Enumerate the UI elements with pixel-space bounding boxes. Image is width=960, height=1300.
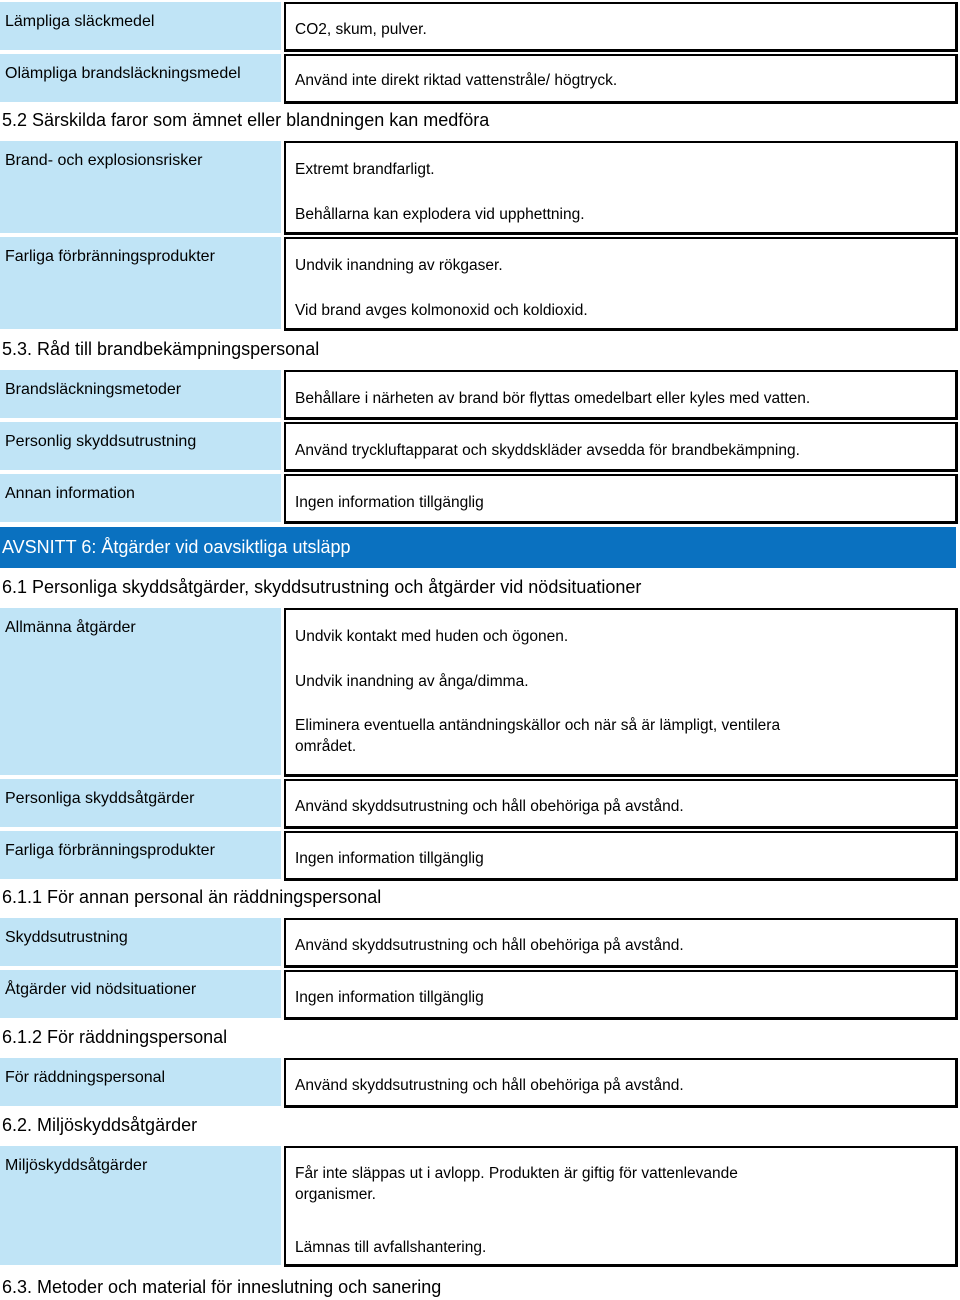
section-title-6-1-1: 6.1.1 För annan personal än räddningspersonal: [2, 887, 382, 907]
value-text: Ingen information tillgänglig: [295, 850, 484, 867]
section-6-banner: AVSNITT 6: Åtgärder vid oavsiktliga utsläpp: [0, 527, 956, 568]
value-hazardous-combustion-products-2: [284, 831, 958, 881]
value-text: Använd skyddsutrustning och håll obehöriga på avstånd.: [295, 937, 684, 954]
value-unsuitable-extinguishing-media: [284, 54, 958, 104]
value-line: Får inte släppas ut i avlopp. Produkten är giftig för vattenlevande: [295, 1165, 738, 1182]
value-line: Lämnas till avfallshantering.: [295, 1239, 487, 1256]
label-hazardous-combustion-products: Farliga förbränningsprodukter: [0, 237, 281, 329]
section-title-6-3: 6.3. Metoder och material för inneslutning och sanering: [2, 1277, 442, 1297]
value-line: Vid brand avges kolmonoxid och koldioxid.: [295, 302, 588, 319]
value-line: Undvik kontakt med huden och ögonen.: [295, 628, 569, 645]
label-for-emergency-responders: För räddningspersonal: [0, 1058, 281, 1106]
section-title-6-1: 6.1 Personliga skyddsåtgärder, skyddsutrustning och åtgärder vid nödsituationer: [2, 577, 642, 597]
label-other-information: Annan information: [0, 474, 281, 522]
value-line: Undvik inandning av ånga/dimma.: [295, 673, 529, 690]
value-environmental-precautions: [284, 1146, 958, 1267]
value-suitable-extinguishing-media: [284, 2, 958, 52]
label-personal-precautions: Personliga skyddsåtgärder: [0, 779, 281, 827]
value-text: Använd skyddsutrustning och håll obehöriga på avstånd.: [295, 798, 684, 815]
value-emergency-procedures: [284, 970, 958, 1020]
value-line: Extremt brandfarligt.: [295, 161, 435, 178]
section-title-6-1-2: 6.1.2 För räddningspersonal: [2, 1027, 228, 1047]
value-text: CO2, skum, pulver.: [295, 21, 427, 38]
value-text: Använd inte direkt riktad vattenstråle/ högtryck.: [295, 72, 618, 89]
value-text: Ingen information tillgänglig: [295, 494, 484, 511]
value-line: Undvik inandning av rökgaser.: [295, 257, 503, 274]
value-extinguishing-methods: [284, 370, 958, 420]
value-line: organismer.: [295, 1186, 376, 1203]
value-line: Eliminera eventuella antändningskällor och när så är lämpligt, ventilera: [295, 717, 781, 734]
label-environmental-precautions: Miljöskyddsåtgärder: [0, 1146, 281, 1265]
label-fire-explosion-risks: Brand- och explosionsrisker: [0, 141, 281, 233]
label-unsuitable-extinguishing-media: Olämpliga brandsläckningsmedel: [0, 54, 281, 102]
label-personal-protective-equipment: Personlig skyddsutrustning: [0, 422, 281, 470]
value-line: Behållarna kan explodera vid upphettning.: [295, 206, 585, 223]
label-protective-equipment: Skyddsutrustning: [0, 918, 281, 966]
value-other-information: [284, 474, 958, 524]
value-text: Använd tryckluftapparat och skyddskläder avsedda för brandbekämpning.: [295, 442, 800, 459]
value-protective-equipment: [284, 918, 958, 968]
value-personal-precautions: [284, 779, 958, 829]
section-title-6-2: 6.2. Miljöskyddsåtgärder: [2, 1115, 198, 1135]
section-title-5-3: 5.3. Råd till brandbekämpningspersonal: [2, 339, 320, 359]
label-hazardous-combustion-products-2: Farliga förbränningsprodukter: [0, 831, 281, 879]
value-hazardous-combustion-products: [284, 237, 958, 331]
value-personal-protective-equipment: [284, 422, 958, 472]
value-for-emergency-responders: [284, 1058, 958, 1108]
value-text: Ingen information tillgänglig: [295, 989, 484, 1006]
value-line: området.: [295, 738, 357, 755]
section-title-5-2: 5.2 Särskilda faror som ämnet eller blandningen kan medföra: [2, 110, 490, 130]
value-fire-explosion-risks: [284, 141, 958, 235]
label-extinguishing-methods: Brandsläckningsmetoder: [0, 370, 281, 418]
label-emergency-procedures: Åtgärder vid nödsituationer: [0, 970, 281, 1018]
value-text: Använd skyddsutrustning och håll obehöriga på avstånd.: [295, 1077, 684, 1094]
value-general-measures: [284, 608, 958, 777]
value-text: Behållare i närheten av brand bör flyttas omedelbart eller kyles med vatten.: [295, 390, 811, 407]
label-general-measures: Allmänna åtgärder: [0, 608, 281, 775]
label-suitable-extinguishing-media: Lämpliga släckmedel: [0, 2, 281, 50]
